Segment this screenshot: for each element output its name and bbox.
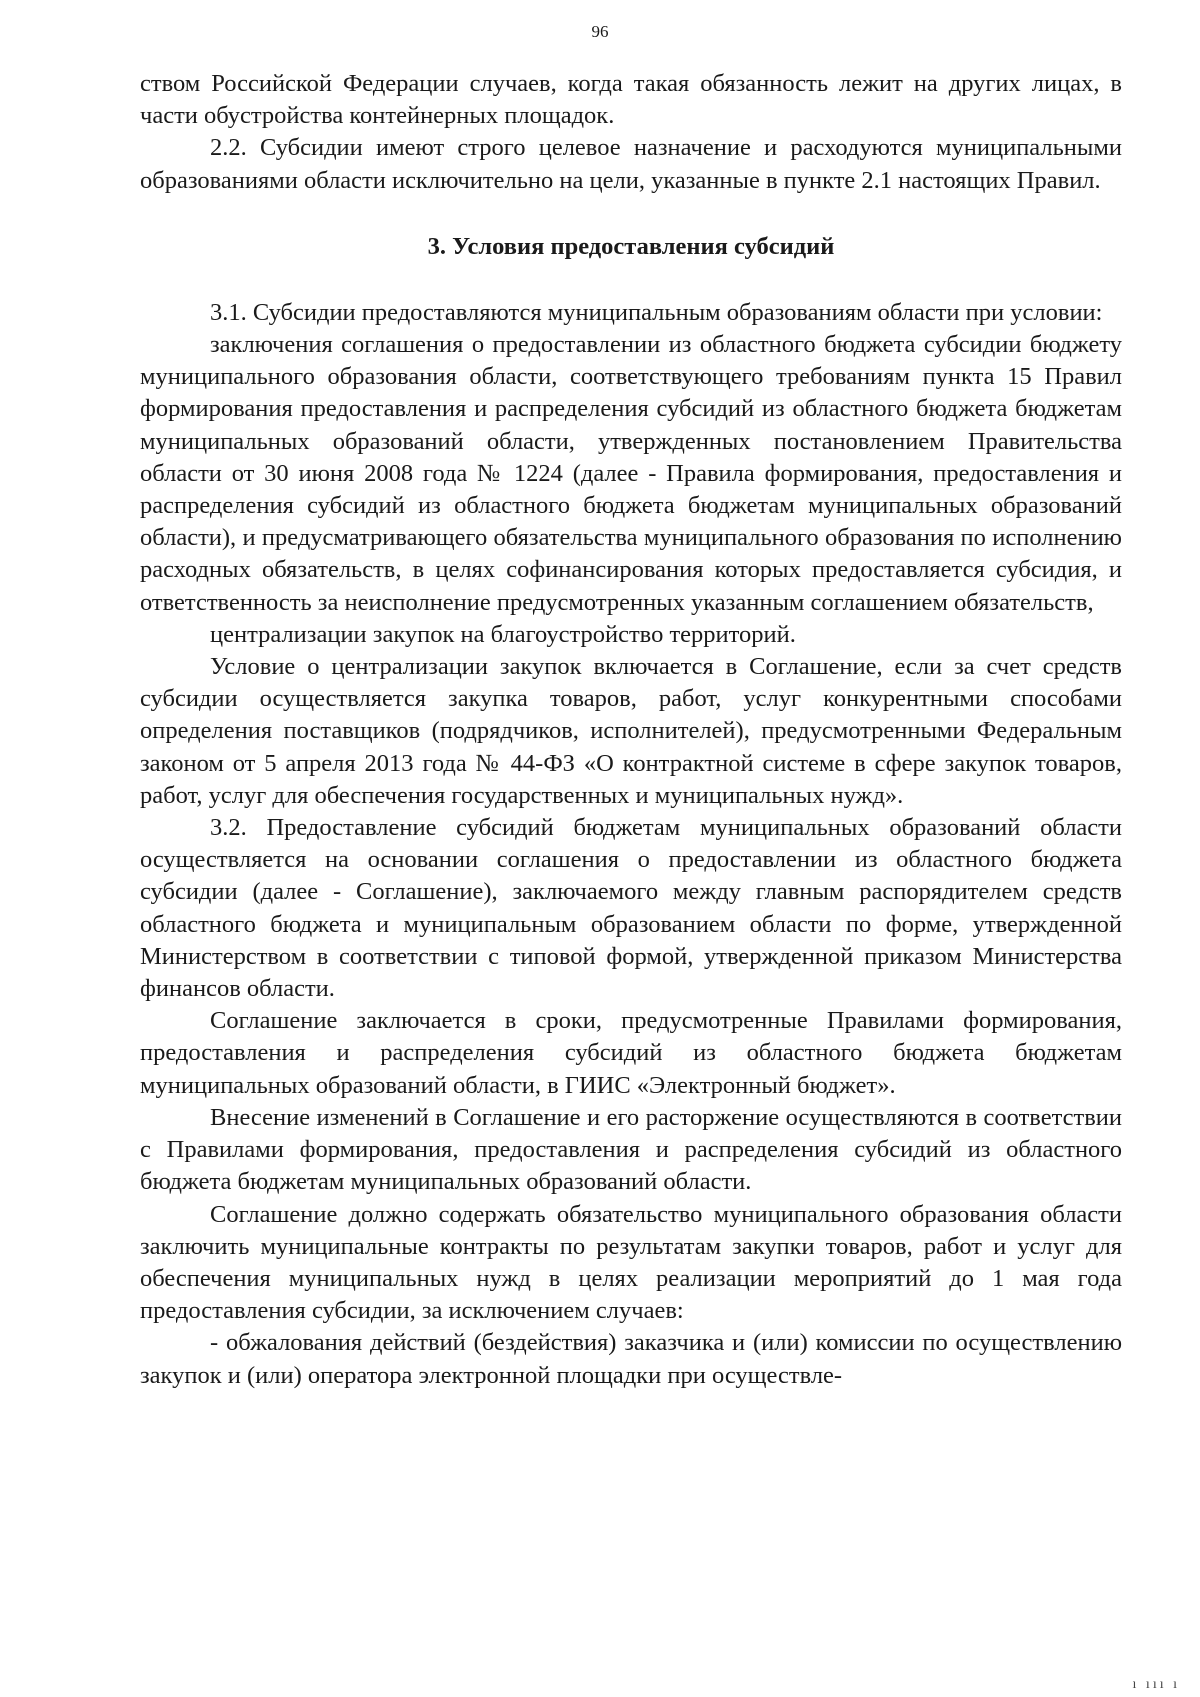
paragraph-agreement-changes: Внесение изменений в Соглашение и его расторжение осуществляются в соответствии с Правилами формирования, предоставления и распределения субсидий из областного бюджета бюджетам муниципальных образований области. (140, 1103, 1122, 1196)
paragraph-centralization-detail: Условие о централизации закупок включается в Соглашение, если за счет средств субсидии осуществляется закупка товаров, работ, услуг конкурентными способами определения поставщиков (подрядчиков, исполнителей), предусмотренными Федеральным законом от 5 апреля 2013 года № 44-ФЗ «О контрактной системе в сфере закупок товаров, работ, услуг для обеспечения государственных и муниципальных нужд». (140, 653, 1122, 809)
paragraph-2-2: 2.2. Субсидии имеют строго целевое назначение и расходуются муниципальными образованиями области исключительно на цели, указанные в пункте 2.1 настоящих Правил. (140, 134, 1122, 194)
section-heading: 3. Условия предоставления субсидий (427, 232, 835, 260)
paragraph-agreement-obligation: Соглашение должно содержать обязательство муниципального образования области заключить муниципальные контракты по результатам закупки товаров, работ и услуг для обеспечения муниципальных нужд в целях реализации мероприятий до 1 мая года предоставления субсидии, за исключением случаев: (140, 1200, 1122, 1325)
paragraph-condition-centralization: централизации закупок на благоустройство территорий. (210, 620, 796, 648)
paragraph-agreement-terms: Соглашение заключается в сроки, предусмотренные Правилами формирования, предоставления и распределения субсидий из областного бюджета бюджетам муниципальных образований области, в ГИИС «Электронный бюджет». (140, 1007, 1122, 1099)
paragraph-3-1: 3.1. Субсидии предоставляются муниципальным образованиям области при условии: (210, 298, 1103, 326)
paragraph-3-2: 3.2. Предоставление субсидий бюджетам муниципальных образований области осуществляется на основании соглашения о предоставлении из областного бюджета субсидии (далее - Соглашение), заключаемого между главным распорядителем средств областного бюджета и муниципальным образованием области по форме, утвержденной Министерством в соответствии с типовой формой, утвержденной приказом Министерства финансов области. (140, 814, 1122, 1003)
paragraph-continuation: ством Российской Федерации случаев, когда такая обязанность лежит на других лицах, в части обустройства контейнерных площадок. (140, 70, 1122, 130)
paragraph-condition-agreement: заключения соглашения о предоставлении из областного бюджета субсидии бюджету муниципального образования области, соответствующего требованиям пункта 15 Правил формирования предоставления и распределения субсидий из областного бюджета бюджетам муниципальных образований области, утвержденных постановлением Правительства области от 30 июня 2008 года № 1224 (далее - Правила формирования, предоставления и распределения субсидий из областного бюджета бюджетам муниципальных образований области), и предусматривающего обязательства муниципального образования по исполнению расходных обязательств, в целях софинансирования которых предоставляется субсидия, и ответственность за неисполнение предусмотренных указанным соглашением обязательств, (140, 331, 1122, 616)
page-number: 96 (591, 22, 609, 41)
paragraph-exception-appeal: - обжалования действий (бездействия) заказчика и (или) комиссии по осуществлению закупок и (или) оператора электронной площадки при осуществле- (140, 1329, 1122, 1389)
scan-edge-mark: ı ııı ı (1132, 1677, 1180, 1692)
document-body (140, 68, 1122, 1392)
